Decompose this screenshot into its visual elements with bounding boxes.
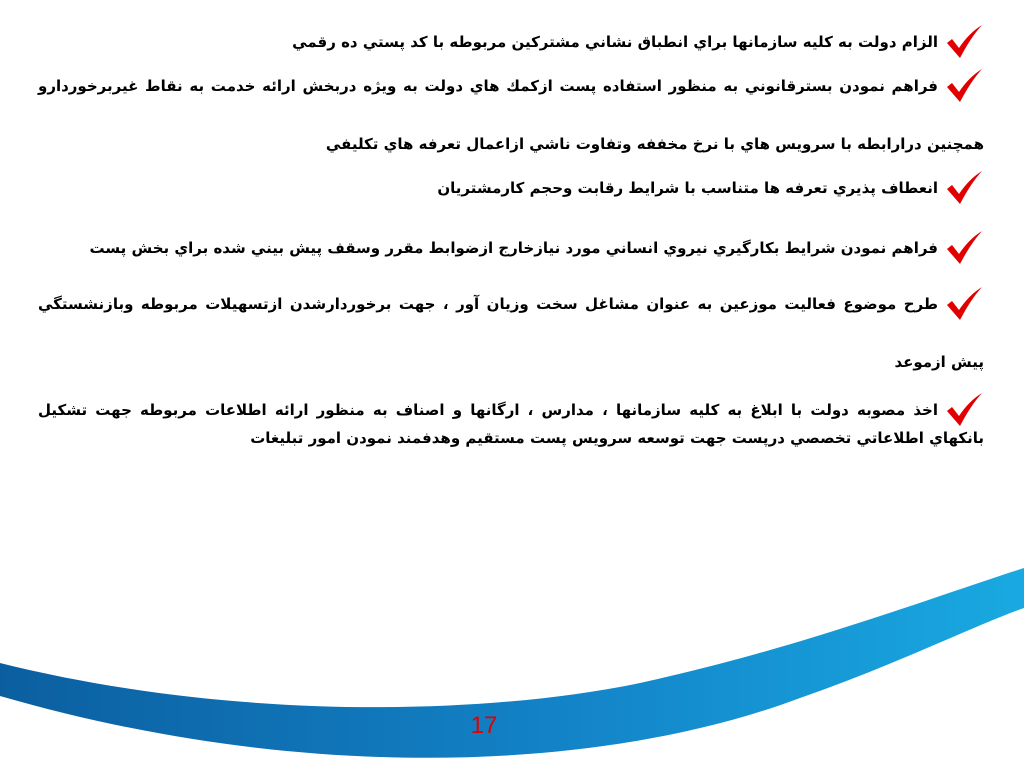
bullet-text: الزام دولت به كليه سازمانها براي انطباق نشاني مشتركين مربوطه با كد پستي ده رقمي bbox=[292, 33, 938, 51]
bullet-text: طرح موضوع فعاليت موزعين به عنوان مشاغل سخت وزيان آور ، جهت برخوردارشدن ازتسهيلات مربوطه وبازنشستگي bbox=[38, 295, 938, 313]
bullet-item bbox=[38, 66, 984, 156]
check-icon bbox=[944, 284, 984, 324]
slide-body bbox=[38, 22, 984, 450]
bullet-text-continued: همچنين درارابطه با سرويس هاي با نرخ مخففه وتفاوت ناشي ازاعمال تعرفه هاي تكليفي bbox=[325, 135, 984, 153]
bullet-text-continued: بانكهاي اطلاعاتي تخصصي درپست جهت توسعه سرويس پست مستقيم وهدفمند نمودن امور تبليغات bbox=[250, 429, 984, 447]
bullet-text: اخذ مصوبه دولت با ابلاغ به كليه سازمانها ، مدارس ، ارگانها و اصناف به منظور ارائه اطلاعات مربوطه جهت تشكيل bbox=[38, 401, 938, 419]
bullet-item bbox=[38, 168, 984, 208]
bullet-item bbox=[38, 284, 984, 374]
check-icon bbox=[944, 228, 984, 268]
bullet-text: انعطاف پذيري تعرفه ها متناسب با شرايط رقابت وحجم كارمشتريان bbox=[437, 179, 938, 197]
bullet-item bbox=[38, 22, 984, 62]
check-icon bbox=[944, 168, 984, 208]
check-icon bbox=[944, 66, 984, 106]
check-icon bbox=[944, 390, 984, 430]
page-number: 17 bbox=[470, 712, 498, 739]
bullet-item bbox=[38, 390, 984, 450]
check-icon bbox=[944, 22, 984, 62]
bullet-text: فراهم نمودن شرايط بكارگيري نيروي انساني مورد نيازخارج ازضوابط مقرر وسقف پيش بيني شده براي بخش پست bbox=[89, 239, 938, 257]
bullet-item bbox=[38, 228, 984, 268]
bullet-text: فراهم نمودن بسترقانوني به منظور استفاده پست ازكمك هاي دولت به ويژه دربخش ارائه خدمت به نقاط غيربرخوردارو bbox=[38, 77, 938, 95]
bullet-text-continued: پيش ازموعد bbox=[894, 353, 984, 371]
